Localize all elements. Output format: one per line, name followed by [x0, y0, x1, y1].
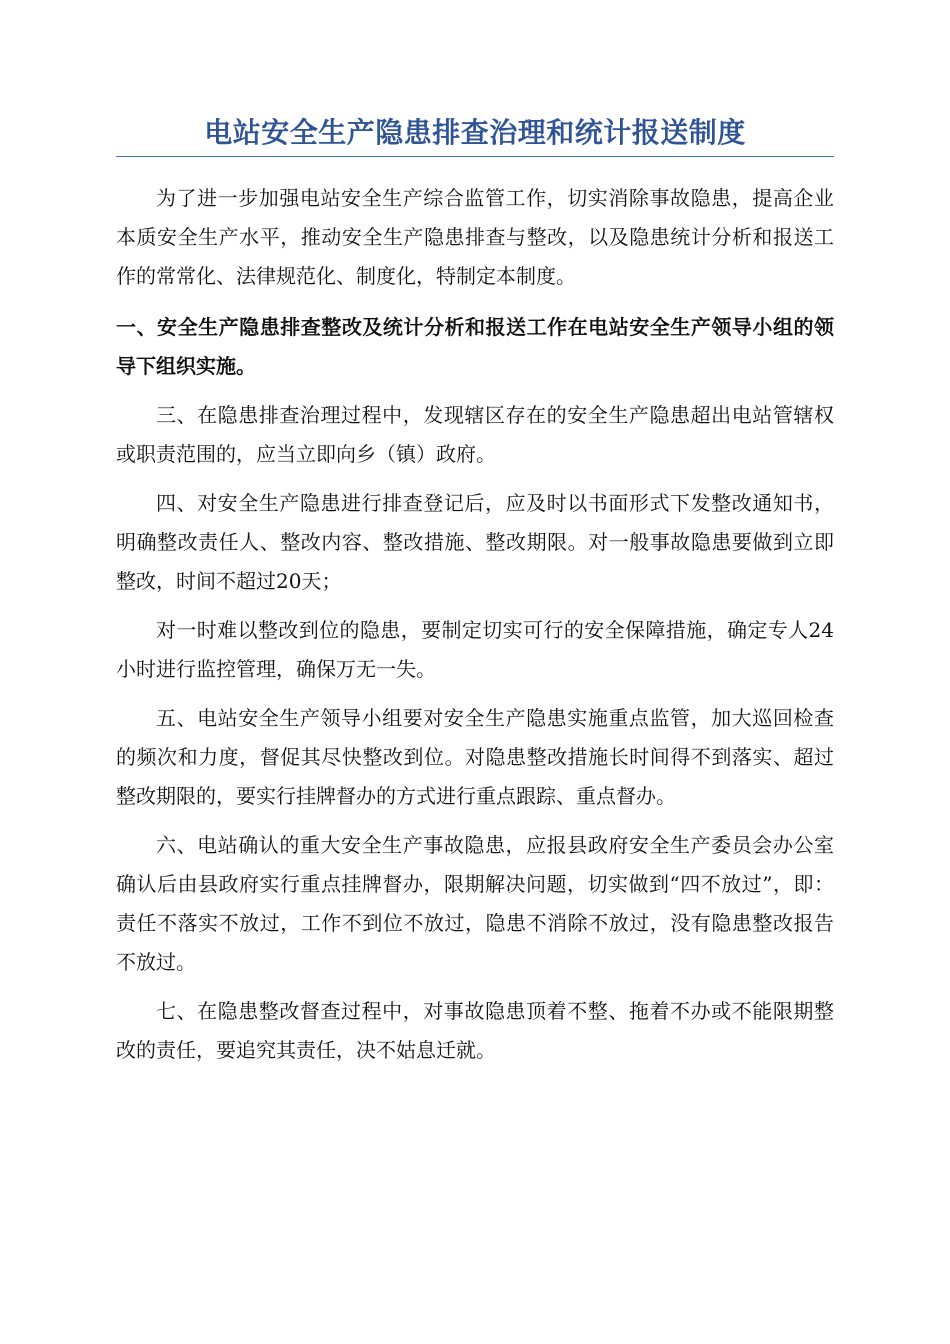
document-page — [116, 112, 834, 1070]
section-four-paragraph: 四、对安全生产隐患进行排查登记后，应及时以书面形式下发整改通知书，明确整改责任人、整改内容、整改措施、整改期限。对一般事故隐患要做到立即整改，时间不超过20天； — [116, 491, 834, 593]
section-seven-paragraph: 七、在隐患整改督查过程中，对事故隐患顶着不整、拖着不办或不能限期整改的责任，要追究其责任，决不姑息迁就。 — [116, 999, 834, 1062]
title-underline — [116, 156, 834, 157]
intro-paragraph: 为了进一步加强电站安全生产综合监管工作，切实消除事故隐患，提高企业本质安全生产水平，推动安全生产隐患排查与整改，以及隐患统计分析和报送工作的常常化、法律规范化、制度化，特制定本制度。 — [116, 186, 834, 288]
section-four-continuation: 对一时难以整改到位的隐患，要制定切实可行的安全保障措施，确定专人24小时进行监控管理，确保万无一失。 — [116, 618, 834, 681]
section-six-paragraph: 六、电站确认的重大安全生产事故隐患，应报县政府安全生产委员会办公室确认后由县政府实行重点挂牌督办，限期解决问题，切实做到“四不放过”，即：责任不落实不放过，工作不到位不放过，隐患不消除不放过，没有隐患整改报告不放过。 — [116, 833, 834, 974]
document-title: 电站安全生产隐患排查治理和统计报送制度 — [204, 116, 746, 149]
section-one-heading: 一、安全生产隐患排查整改及统计分析和报送工作在电站安全生产领导小组的领导下组织实施。 — [116, 315, 834, 378]
section-five-paragraph: 五、电站安全生产领导小组要对安全生产隐患实施重点监管，加大巡回检查的频次和力度，督促其尽快整改到位。对隐患整改措施长时间得不到落实、超过整改期限的，要实行挂牌督办的方式进行重点跟踪、重点督办。 — [116, 706, 834, 808]
section-three-paragraph: 三、在隐患排查治理过程中，发现辖区存在的安全生产隐患超出电站管辖权或职责范围的，应当立即向乡（镇）政府。 — [116, 403, 834, 466]
